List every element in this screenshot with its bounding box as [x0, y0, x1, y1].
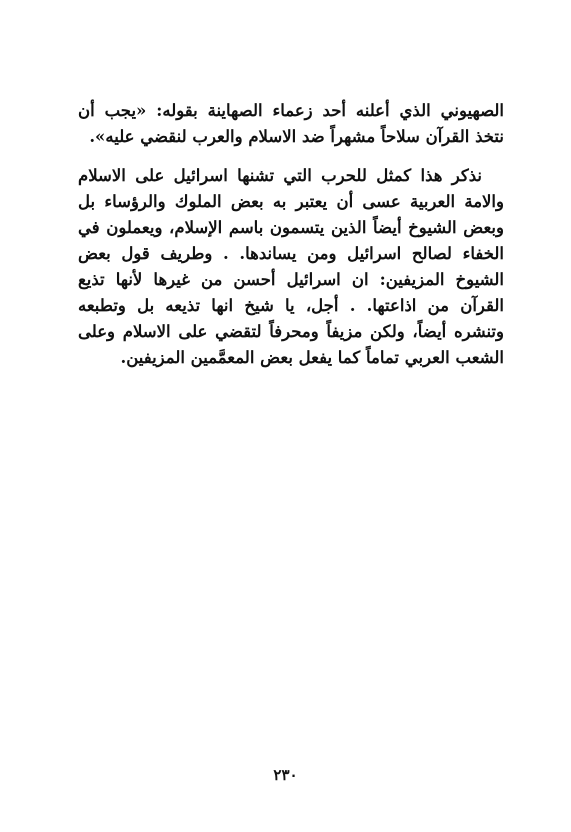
paragraph-text: الصهيوني الذي أعلنه أحد زعماء الصهاينة بقوله: «يجب أن نتخذ القرآن سلاحاً مشهراً ضد الاسلام والعرب لنقضي عليه». [78, 101, 504, 146]
paragraph-continuation [78, 98, 504, 150]
paragraph-text: نذكر هذا كمثل للحرب التي تشنها اسرائيل على الاسلام والامة العربية عسى أن يعتبر به بعض الملوك والرؤساء بل وبعض الشيوخ أيضاً الذين يتسمون باسم الإسلام، ويعملون في الخفاء لصالح اسرائيل ومن يساندها. . وطريف قول بعض الشيوخ المزيفين: ان اسرائيل أحسن من غيرها لأنها تذيع القرآن من اذاعتها. . أجل، يا شيخ انها تذيعه بل وتطبعه وتنشره أيضاً، ولكن مزيفاً ومحرفاً لتقضي على الاسلام وعلى الشعب العربي تماماً كما يفعل بعض المعمَّمين المزيفين. [78, 166, 504, 367]
paragraph-main [78, 163, 504, 371]
page-number: ٢٣٠ [273, 766, 298, 784]
